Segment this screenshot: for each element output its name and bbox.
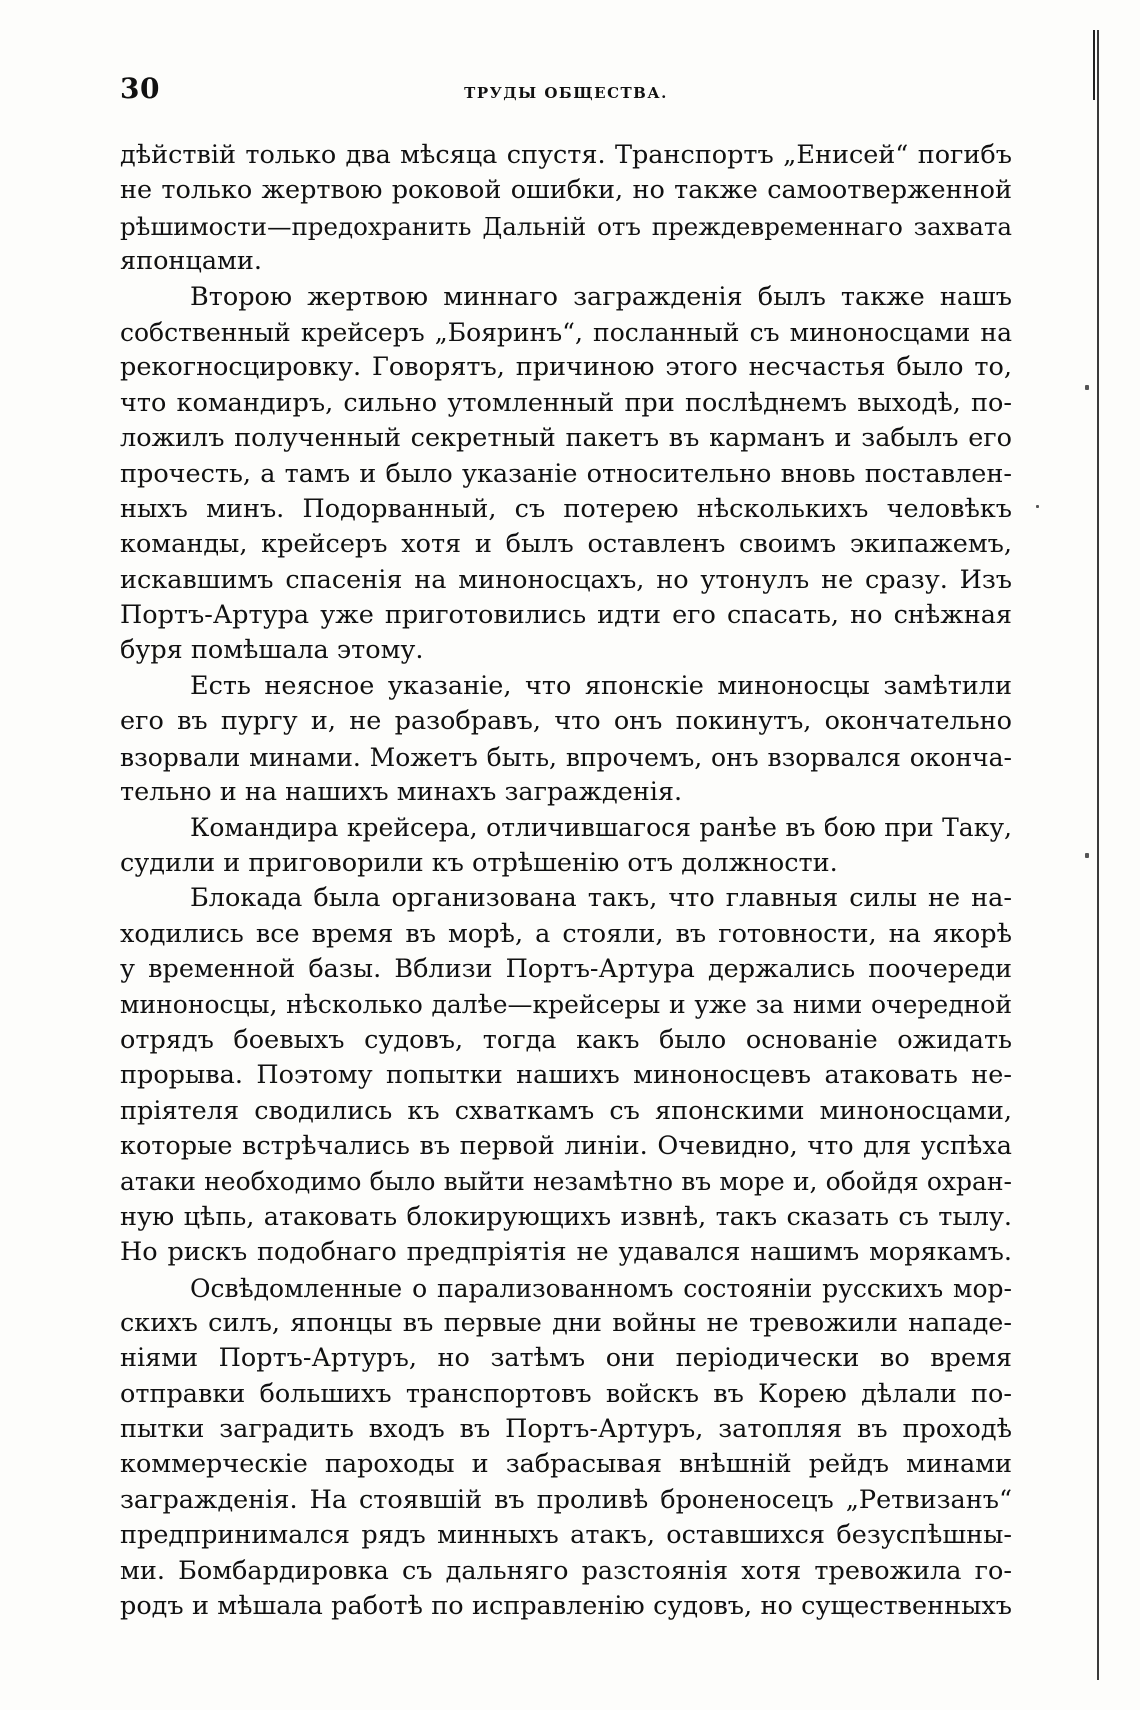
text-line: ходились все время въ морѣ, а стояли, въ готовности, на якорѣ bbox=[120, 918, 1012, 949]
text-line: прочесть, а тамъ и было указаніе относительно вновь поставлен- bbox=[120, 458, 1012, 489]
text-line: пріятеля сводились къ схваткамъ съ японскими миноносцами, bbox=[120, 1095, 1012, 1126]
text-line: дѣйствій только два мѣсяца спустя. Транспортъ „Енисей“ погибъ bbox=[120, 140, 1012, 170]
text-line: миноносцы, нѣсколько далѣе—крейсеры и уже за ними очередной bbox=[120, 990, 1012, 1020]
text-line: взорвали минами. Можетъ быть, впрочемъ, онъ взорвался оконча- bbox=[120, 742, 1012, 772]
running-head: ТРУДЫ ОБЩЕСТВА. bbox=[464, 84, 668, 102]
text-line: рекогносцировку. Говорятъ, причиною этого несчастья было то, bbox=[120, 352, 1012, 383]
page-header bbox=[120, 72, 1012, 112]
page-number: 30 bbox=[120, 72, 160, 105]
text-line: ложилъ полученный секретный пакетъ въ карманъ и забылъ его bbox=[120, 423, 1012, 454]
scan-speck bbox=[1036, 505, 1039, 508]
text-line: его въ пургу и, не разобравъ, что онъ покинутъ, окончательно bbox=[120, 706, 1012, 737]
scan-speck bbox=[1085, 385, 1089, 390]
text-line: у временной базы. Вблизи Портъ-Артура держались поочереди bbox=[120, 953, 1012, 984]
text-line: прорыва. Поэтому попытки нашихъ миноносцевъ атаковать не- bbox=[120, 1060, 1012, 1091]
text-line: скихъ силъ, японцы въ первые дни войны не тревожили нападе- bbox=[120, 1307, 1012, 1338]
text-line: ніями Портъ-Артуръ, но затѣмъ они періодически во время bbox=[120, 1343, 1012, 1374]
text-line: Но рискъ подобнаго предпріятія не удавался нашимъ морякамъ. bbox=[120, 1237, 1012, 1268]
text-line: ную цѣпь, атаковать блокирующихъ извнѣ, такъ сказать съ тылу. bbox=[120, 1201, 1012, 1232]
text-line: предпринимался рядъ минныхъ атакъ, оставшихся безуспѣшны- bbox=[120, 1520, 1012, 1551]
text-line: собственный крейсеръ „Бояринъ“, посланный съ миноносцами на bbox=[120, 317, 1012, 347]
text-line: искавшимъ спасенія на миноносцахъ, но утонулъ не сразу. Изъ bbox=[120, 564, 1012, 595]
text-line: ныхъ минъ. Подорванный, съ потерею нѣсколькихъ человѣкъ bbox=[120, 493, 1012, 524]
text-line: рѣшимости—предохранить Дальній отъ преждевременнаго захвата bbox=[120, 211, 1012, 241]
text-line: не только жертвою роковой ошибки, но также самоотверженной bbox=[120, 175, 1012, 206]
text-line: Второю жертвою миннаго загражденія былъ также нашъ bbox=[190, 281, 1012, 312]
text-line: атаки необходимо было выйти незамѣтно въ море и, обойдя охран- bbox=[120, 1167, 1012, 1197]
scan-speck bbox=[1085, 853, 1089, 858]
text-line: отрядъ боевыхъ судовъ, тогда какъ было основаніе ожидать bbox=[120, 1024, 1012, 1055]
text-line: отправки большихъ транспортовъ войскъ въ Корею дѣлали по- bbox=[120, 1378, 1012, 1409]
text-line: Освѣдомленные о парализованномъ состояніи русскихъ мор- bbox=[190, 1273, 1012, 1303]
text-line: Командира крейсера, отличившагося ранѣе въ бою при Таку, bbox=[190, 813, 1012, 843]
body-text bbox=[120, 138, 1012, 1624]
scan-edge-mark bbox=[1093, 30, 1095, 100]
text-line: которые встрѣчались въ первой линіи. Очевидно, что для успѣха bbox=[120, 1130, 1012, 1161]
text-line: судили и приговорили къ отрѣшенію отъ должности. bbox=[120, 847, 838, 878]
scan-edge-line bbox=[1097, 30, 1099, 1680]
text-line: японцами. bbox=[120, 246, 262, 277]
text-line: Портъ-Артура уже приготовились идти его спасать, но снѣжная bbox=[120, 600, 1012, 631]
text-line: буря помѣшала этому. bbox=[120, 635, 424, 666]
text-line: родъ и мѣшала работѣ по исправленію судовъ, но существенныхъ bbox=[120, 1591, 1012, 1622]
text-line: ми. Бомбардировка съ дальняго разстоянія хотя тревожила го- bbox=[120, 1555, 1012, 1586]
text-line: команды, крейсеръ хотя и былъ оставленъ своимъ экипажемъ, bbox=[120, 529, 1012, 560]
text-line: Есть неясное указаніе, что японскіе миноносцы замѣтили bbox=[190, 670, 1012, 701]
text-line: коммерческіе пароходы и забрасывая внѣшній рейдъ минами bbox=[120, 1449, 1012, 1480]
text-line: тельно и на нашихъ минахъ загражденія. bbox=[120, 777, 683, 808]
text-line: пытки заградить входъ въ Портъ-Артуръ, затопляя въ проходѣ bbox=[120, 1414, 1012, 1445]
text-line: Блокада была организована такъ, что главныя силы не на- bbox=[190, 883, 1012, 914]
text-line: что командиръ, сильно утомленный при послѣднемъ выходѣ, по- bbox=[120, 387, 1012, 418]
text-line: загражденія. На стоявшій въ проливѣ броненосецъ „Ретвизанъ“ bbox=[120, 1484, 1012, 1515]
